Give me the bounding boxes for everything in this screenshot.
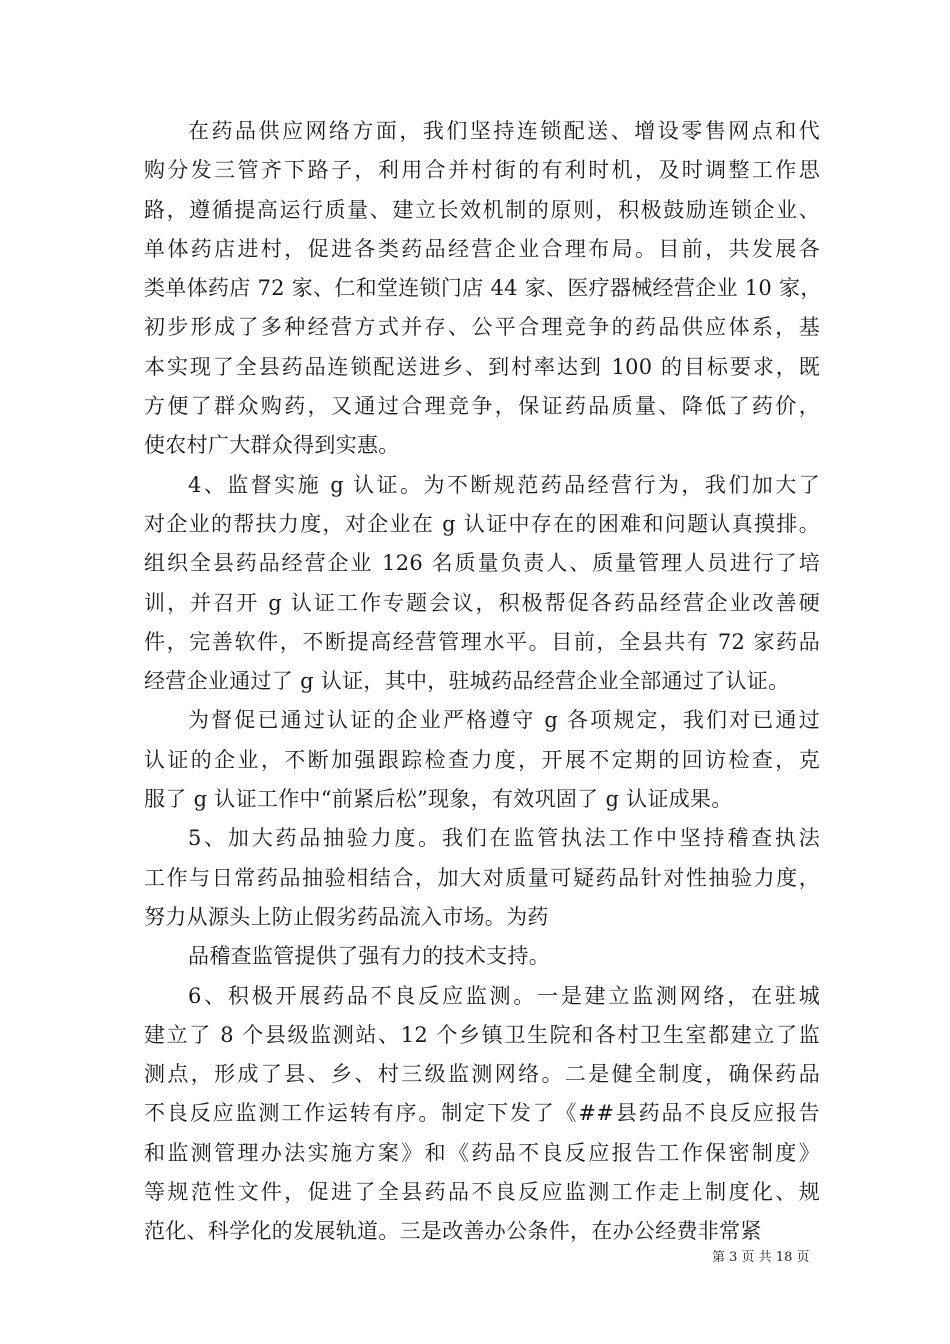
text-line: 路，遵循提高运行质量、建立长效机制的原则，积极鼓励连锁企业、 xyxy=(144,197,820,222)
text-line: 购分发三管齐下路子，利用合并村街的有利时机，及时调整工作思 xyxy=(144,158,820,183)
text-line: 训，并召开 g 认证工作专题会议，积极帮促各药品经营企业改善硬 xyxy=(144,590,820,615)
text-line: 组织全县药品经营企业 126 名质量负责人、质量管理人员进行了培 xyxy=(144,551,820,576)
text-line: 在药品供应网络方面，我们坚持连锁配送、增设零售网点和代 xyxy=(188,119,820,143)
text-line: 6、积极开展药品不良反应监测。一是建立监测网络，在驻城 xyxy=(188,983,820,1008)
text-line: 件，完善软件，不断提高经营管理水平。目前，全县共有 72 家药品 xyxy=(144,629,820,654)
text-line: 单体药店进村，促进各类药品经营企业合理布局。目前，共发展各 xyxy=(144,236,820,261)
text-line: 为督促已通过认证的企业严格遵守 g 各项规定，我们对已通过 xyxy=(188,708,820,733)
text-line: 认证的企业，不断加强跟踪检查力度，开展不定期的回访检查，克 xyxy=(144,747,820,772)
text-line: 对企业的帮扶力度，对企业在 g 认证中存在的困难和问题认真摸排。 xyxy=(144,511,820,536)
text-line: 使农村广大群众得到实惠。 xyxy=(144,433,400,458)
text-line: 经营企业通过了 g 认证，其中，驻城药品经营企业全部通过了认证。 xyxy=(144,669,790,694)
text-line: 测点，形成了县、乡、村三级监测网络。二是健全制度，确保药品 xyxy=(144,1062,820,1087)
text-line: 本实现了全县药品连锁配送进乡、到村率达到 100 的目标要求，既 xyxy=(144,354,820,379)
page-number: 第 3 页 共 18 页 xyxy=(712,1250,810,1265)
text-line: 努力从源头上防止假劣药品流入市场。为药 xyxy=(144,904,549,929)
text-line: 和监测管理办法实施方案》和《药品不良反应报告工作保密制度》 xyxy=(144,1140,820,1165)
text-line: 等规范性文件，促进了全县药品不良反应监测工作走上制度化、规 xyxy=(144,1180,820,1205)
text-line: 类单体药店 72 家、仁和堂连锁门店 44 家、医疗器械经营企业 10 家， xyxy=(144,276,822,301)
text-line: 服了 g 认证工作中“前紧后松”现象，有效巩固了 g 认证成果。 xyxy=(144,787,733,812)
text-line: 工作与日常药品抽验相结合，加大对质量可疑药品针对性抽验力度， xyxy=(144,865,820,890)
text-line: 范化、科学化的发展轨道。三是改善办公条件，在办公经费非常紧 xyxy=(144,1219,762,1244)
text-line: 建立了 8 个县级监测站、12 个乡镇卫生院和各村卫生室都建立了监 xyxy=(144,1022,820,1047)
text-line: 5、加大药品抽验力度。我们在监管执法工作中坚持稽查执法 xyxy=(188,826,820,851)
text-line: 方便了群众购药，又通过合理竞争，保证药品质量、降低了药价， xyxy=(144,394,820,419)
text-line: 初步形成了多种经营方式并存、公平合理竞争的药品供应体系，基 xyxy=(144,315,820,340)
text-line: 不良反应监测工作运转有序。制定下发了《##县药品不良反应报告 xyxy=(144,1101,820,1126)
text-line: 品稽查监管提供了强有力的技术支持。 xyxy=(188,944,551,969)
document-body xyxy=(144,112,820,1252)
text-line: 4、监督实施 g 认证。为不断规范药品经营行为，我们加大了 xyxy=(188,472,820,497)
